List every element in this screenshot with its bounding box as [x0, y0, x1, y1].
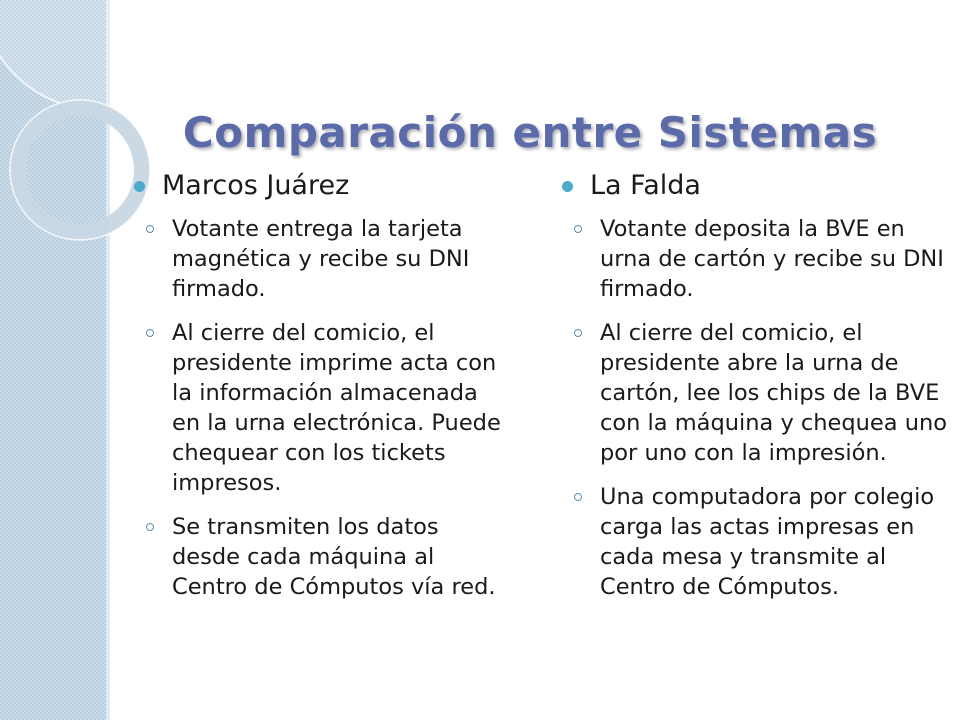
column-heading [132, 168, 512, 204]
list-item [560, 318, 950, 468]
list-item [560, 214, 950, 304]
list-item-text: Al cierre del comicio, el presidente imprime acta con la información almacenada en la urna electrónica. Puede chequear con los tickets impresos. [172, 320, 501, 496]
list-item [132, 512, 512, 602]
slide-title: Comparación entre Sistemas [182, 108, 878, 157]
column-heading-text: La Falda [590, 170, 701, 201]
bullet-icon [134, 181, 145, 192]
sub-bullet-icon [146, 329, 154, 337]
column-la-falda [560, 168, 950, 616]
sub-bullet-icon [574, 329, 582, 337]
list-item-text: Una computadora por colegio carga las actas impresas en cada mesa y transmite al Centro de Cómputos. [600, 484, 935, 600]
sub-bullet-icon [574, 225, 582, 233]
list-item [560, 482, 950, 602]
column-marcos-juarez [132, 168, 512, 616]
sub-bullet-icon [574, 493, 582, 501]
list-item-text: Se transmiten los datos desde cada máquina al Centro de Cómputos vía red. [172, 514, 496, 600]
column-heading-text: Marcos Juárez [162, 170, 350, 201]
bullet-icon [562, 181, 573, 192]
column-heading [560, 168, 950, 204]
decorative-circle-large [0, 0, 220, 110]
list-item-text: Votante deposita la BVE en urna de cartón y recibe su DNI firmado. [600, 216, 944, 302]
sub-bullet-icon [146, 225, 154, 233]
list-item [132, 318, 512, 498]
list-item [132, 214, 512, 304]
list-item-text: Al cierre del comicio, el presidente abre la urna de cartón, lee los chips de la BVE con la máquina y chequea uno por uno con la impresión. [600, 320, 947, 466]
list-item-text: Votante entrega la tarjeta magnética y recibe su DNI firmado. [172, 216, 470, 302]
sub-bullet-icon [146, 523, 154, 531]
